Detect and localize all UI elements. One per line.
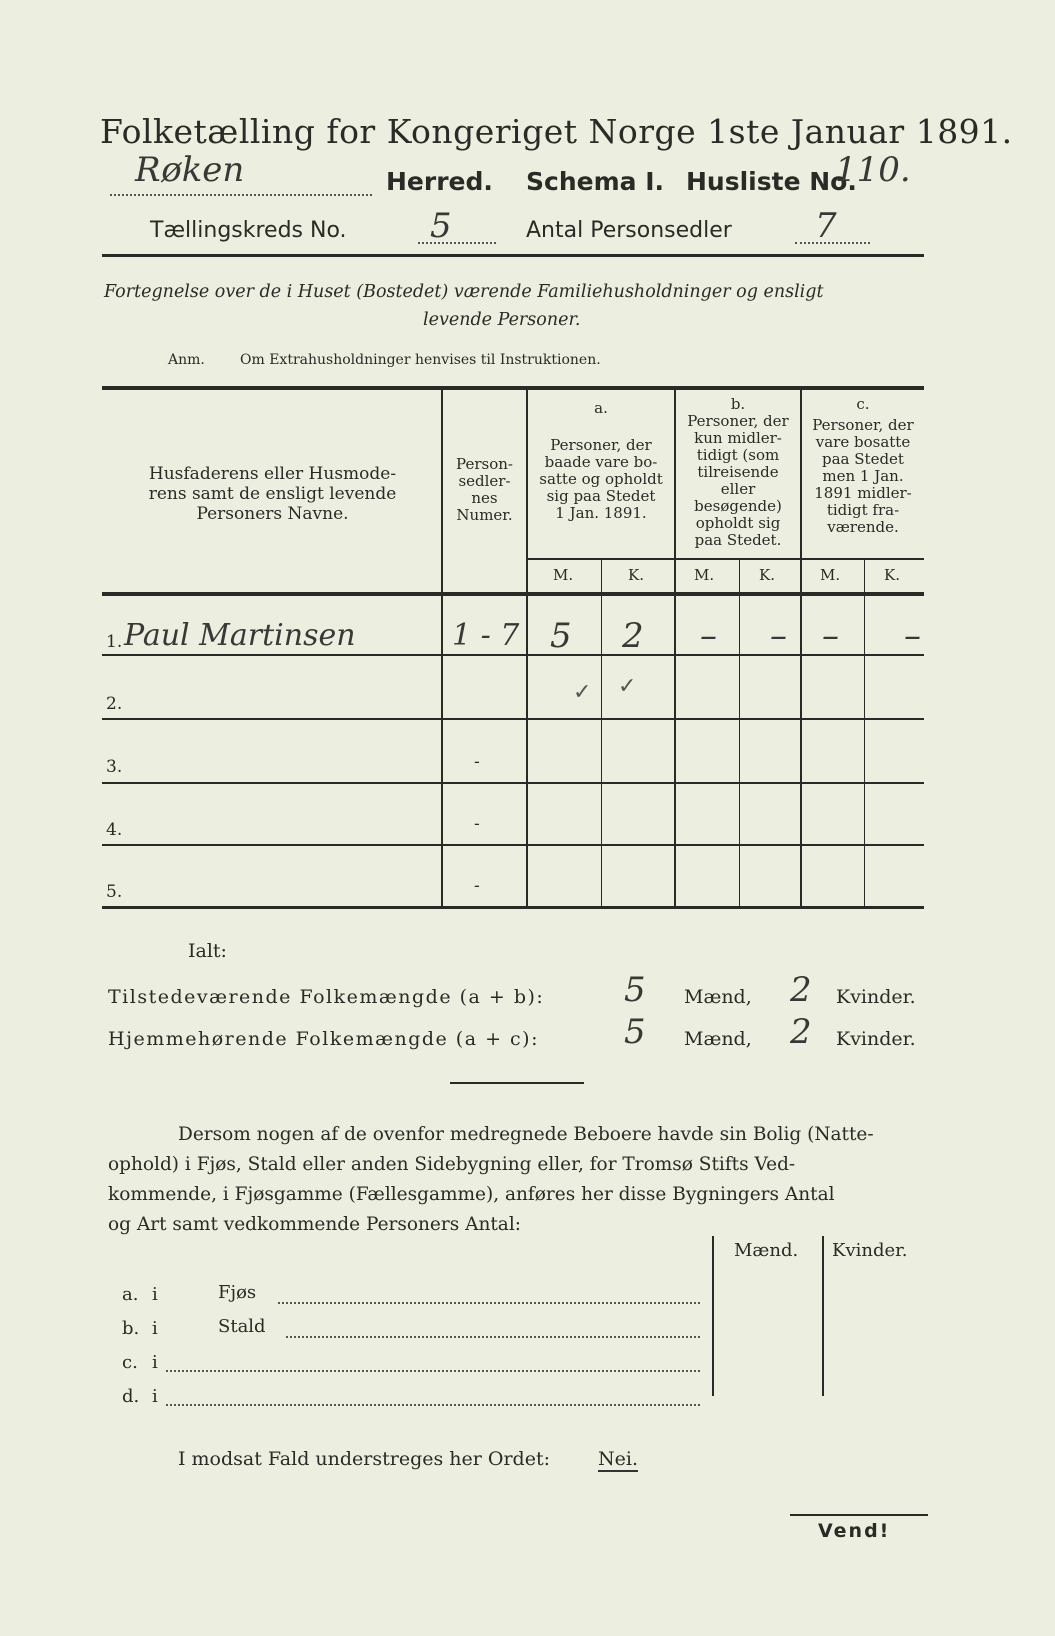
col-name-header: Husfaderens eller Husmode- rens samt de ensligt levende Personers Navne. [148,464,397,524]
b-m-label: M. [694,566,715,584]
item-c-dots [166,1358,700,1372]
row-1-a-k: 2 [622,616,644,656]
row-5-person-num: - [474,876,480,896]
sidebygning-vrule-1 [712,1236,714,1396]
a-k-label: K. [628,566,644,584]
b-k-label: K. [759,566,775,584]
row-3-person-num: - [474,752,480,772]
item-a-letter: a. [122,1284,139,1305]
hjemme-kvinder-label: Kvinder. [836,1028,916,1050]
herred-label: Herred. [386,167,493,196]
row-4-num: 4. [106,820,123,840]
row-1-num: 1. [106,632,123,652]
personsedler-value: 7 [815,206,837,246]
tilstede-maend-label: Mænd, [684,986,752,1008]
item-a-i: i [152,1284,158,1305]
item-b-letter: b. [122,1318,140,1339]
hjemme-label: Hjemmehørende Folkemængde (a + c): [108,1028,539,1050]
vend-text: Vend! [818,1520,891,1542]
item-d-dots [166,1392,700,1406]
item-b-i: i [152,1318,158,1339]
nei-word: Nei. [598,1448,638,1470]
tilstede-maend: 5 [624,970,646,1010]
separator-rule [450,1082,584,1084]
row-4-person-num: - [474,814,480,834]
sidebygning-maend-header: Mænd. [734,1240,799,1261]
col-num-header: Person- sedler- nes Numer. [456,455,513,524]
item-a-dots [278,1290,700,1304]
kreds-value: 5 [430,206,452,246]
tilstede-kvinder: 2 [790,970,812,1010]
husliste-label: Husliste No. [686,167,857,196]
row-line-4 [102,844,924,846]
row-5-num: 5. [106,882,123,902]
sidebygning-kvinder-header: Kvinder. [832,1240,908,1261]
item-c-letter: c. [122,1352,138,1373]
c-m-label: M. [820,566,841,584]
form-title: Folketælling for Kongeriget Norge 1ste Januar 1891. [100,112,1013,151]
row-2-a-m-check: ✓ [573,680,592,705]
group-a-header: a. Personer, der baade vare bo- satte og opholdt sig paa Stedet 1 Jan. 1891. [539,399,663,522]
intro-line1: Fortegnelse over de i Huset (Bostedet) værende Familiehusholdninger og ensligt [104,282,824,302]
a-m-label: M. [553,566,574,584]
row-1-b-m: – [700,616,717,656]
husliste-value: 110. [835,150,911,190]
row-1-a-m: 5 [550,616,572,656]
anm-text: Om Extrahusholdninger henvises til Instruktionen. [240,352,601,368]
hjemme-maend: 5 [624,1012,646,1052]
row-3-num: 3. [106,757,123,777]
ialt-label: Ialt: [188,940,227,962]
row-line-2 [102,718,924,720]
group-c-header: c. Personer, der vare bosatte paa Stedet men 1 Jan. 1891 midler- tidigt fra- værende. [812,395,914,536]
row-line-1 [102,654,924,656]
anm-label: Anm. [168,352,205,368]
row-1-person-num: 1 - 7 [452,618,520,653]
vrule-am [601,560,602,908]
vend-rule [790,1514,928,1516]
item-b-dots [286,1324,700,1338]
kreds-label: Tællingskreds No. [150,218,347,243]
tilstede-label: Tilstedeværende Folkemængde (a + b): [108,986,545,1008]
herred-value: Røken [135,150,245,190]
personsedler-label: Antal Personsedler [526,218,732,243]
tilstede-kvinder-label: Kvinder. [836,986,916,1008]
hjemme-kvinder: 2 [790,1012,812,1052]
header-rule [102,254,924,257]
group-b-header: b. Personer, der kun midler- tidigt (som tilreisende eller besøgende) opholdt sig paa Stedet. [687,395,789,549]
item-a-label: Fjøs [218,1282,257,1303]
row-1-name: Paul Martinsen [124,618,356,653]
hjemme-maend-label: Mænd, [684,1028,752,1050]
item-c-i: i [152,1352,158,1373]
intro-line2: levende Personer. [423,310,581,330]
item-d-letter: d. [122,1386,140,1407]
row-2-a-k-check: ✓ [618,674,637,699]
item-b-label: Stald [218,1316,266,1337]
schema-label: Schema I. [526,167,665,196]
sidebygning-paragraph: Dersom nogen af de ovenfor medregnede Beboere havde sin Bolig (Natte- ophold) i Fjøs, Stald eller anden Sidebygning eller, for Tromsø Stifts Ved- kommende, i Fjøsgamme (Fællesgamme), anføres her disse Bygningers Antal og Art samt vedkommende Personers Antal: [108,1124,874,1235]
row-1-c-m: – [822,616,839,656]
vrule-cm [864,560,865,908]
item-d-i: i [152,1386,158,1407]
vrule-bm [739,560,740,908]
row-1-c-k: – [904,616,921,656]
row-2-num: 2. [106,694,123,714]
row-1-b-k: – [770,616,787,656]
modsat-text: I modsat Fald understreges her Ordet: [178,1448,550,1470]
row-line-3 [102,782,924,784]
c-k-label: K. [884,566,900,584]
sidebygning-vrule-2 [822,1236,824,1396]
